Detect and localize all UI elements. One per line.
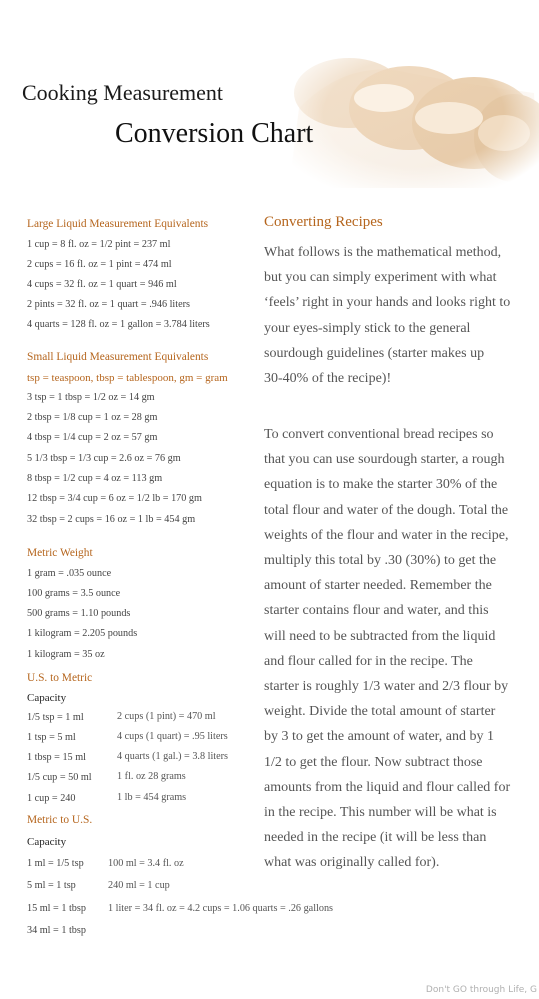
large-liquid-line: 4 quarts = 128 fl. oz = 1 gallon = 3.784 liters bbox=[27, 319, 210, 330]
metric-to-us-capacity-label: Capacity bbox=[27, 836, 67, 848]
metric-weight-line: 500 grams = 1.10 pounds bbox=[27, 608, 131, 619]
title-line-1: Cooking Measurement bbox=[22, 80, 224, 105]
metric-to-us-row-right: 1 liter = 34 fl. oz = 4.2 cups = 1.06 quarts = .26 gallons bbox=[108, 903, 334, 914]
small-liquid-abbreviations: tsp = teaspoon, tbsp = tablespoon, gm = gram bbox=[27, 372, 228, 384]
us-to-metric-row: 1/5 tsp = 1 ml bbox=[27, 712, 84, 723]
us-to-metric-row: 1 tbsp = 15 ml bbox=[27, 752, 86, 763]
title-line-2: Conversion Chart bbox=[115, 118, 314, 149]
us-to-metric-row-right: 1 fl. oz 28 grams bbox=[117, 771, 186, 782]
paragraph-line: in the recipe. This number will be what is bbox=[264, 805, 497, 821]
paragraph-line: starter is roughly 1/3 water and 2/3 flour by bbox=[264, 679, 509, 695]
us-to-metric-row-right: 2 cups (1 pint) = 470 ml bbox=[117, 711, 216, 722]
large-liquid-line: 2 pints = 32 fl. oz = 1 quart = .946 liters bbox=[27, 299, 190, 310]
paragraph-line: and flour called for in the recipe. The bbox=[264, 653, 473, 669]
metric-weight-line: 1 kilogram = 35 oz bbox=[27, 649, 105, 660]
converting-paragraph-1 bbox=[264, 240, 532, 391]
metric-to-us-row: 15 ml = 1 tbsp bbox=[27, 903, 86, 914]
paragraph-line: your eyes-simply stick to the general bbox=[264, 320, 471, 336]
metric-to-us-row-right: 100 ml = 3.4 fl. oz bbox=[108, 858, 184, 869]
large-liquid-line: 2 cups = 16 fl. oz = 1 pint = 474 ml bbox=[27, 259, 172, 270]
paragraph-line: weight. Divide the total amount of starter bbox=[264, 704, 496, 720]
small-liquid-line: 8 tbsp = 1/2 cup = 4 oz = 113 gm bbox=[27, 473, 163, 484]
paragraph-line: 30-40% of the recipe)! bbox=[264, 371, 392, 387]
paragraph-line: amount of starter needed. Remember the bbox=[264, 578, 492, 594]
us-to-metric-row-right: 4 quarts (1 gal.) = 3.8 liters bbox=[117, 751, 228, 762]
small-liquid-line: 5 1/3 tbsp = 1/3 cup = 2.6 oz = 76 gm bbox=[27, 453, 181, 464]
metric-to-us-row: 34 ml = 1 tbsp bbox=[27, 925, 86, 936]
paragraph-line: that you can use sourdough starter, a rough bbox=[264, 452, 505, 468]
large-liquid-line: 1 cup = 8 fl. oz = 1/2 pint = 237 ml bbox=[27, 239, 171, 250]
paragraph-line: what was originally called for). bbox=[264, 855, 440, 871]
paragraph-line: amounts from the liquid and flour called for bbox=[264, 779, 511, 795]
metric-to-us-row: 1 ml = 1/5 tsp bbox=[27, 858, 84, 869]
paragraph-line: but you can simply experiment with what bbox=[264, 270, 497, 286]
us-to-metric-heading: U.S. to Metric bbox=[27, 672, 93, 684]
metric-weight-line: 1 kilogram = 2.205 pounds bbox=[27, 628, 138, 639]
bread-slices-image bbox=[289, 38, 539, 188]
metric-to-us-heading: Metric to U.S. bbox=[27, 814, 93, 826]
metric-weight-line: 1 gram = .035 ounce bbox=[27, 568, 112, 579]
footer-tagline: Don't GO through Life, G bbox=[425, 985, 537, 995]
paragraph-line: weights of the flour and water in the recipe, bbox=[264, 527, 509, 543]
small-liquid-heading: Small Liquid Measurement Equivalents bbox=[27, 351, 209, 363]
paragraph-line: total flour and water of the dough. Total the bbox=[264, 502, 509, 518]
paragraph-line: What follows is the mathematical method, bbox=[264, 245, 502, 260]
small-liquid-line: 32 tbsp = 2 cups = 16 oz = 1 lb = 454 gm bbox=[27, 514, 196, 525]
metric-to-us-row: 5 ml = 1 tsp bbox=[27, 880, 76, 891]
small-liquid-line: 3 tsp = 1 tbsp = 1/2 oz = 14 gm bbox=[27, 392, 155, 403]
paragraph-line: equation is to make the starter 30% of the bbox=[264, 477, 498, 493]
paragraph-line: To convert conventional bread recipes so bbox=[264, 427, 494, 442]
metric-weight-heading: Metric Weight bbox=[27, 547, 93, 559]
small-liquid-line: 4 tbsp = 1/4 cup = 2 oz = 57 gm bbox=[27, 432, 158, 443]
converting-recipes-heading: Converting Recipes bbox=[264, 214, 383, 230]
us-to-metric-row-right: 4 cups (1 quart) = .95 liters bbox=[117, 731, 228, 742]
us-to-metric-row: 1/5 cup = 50 ml bbox=[27, 772, 92, 783]
converting-paragraph-2 bbox=[264, 422, 532, 876]
us-to-metric-row: 1 tsp = 5 ml bbox=[27, 732, 76, 743]
paragraph-line: sourdough guidelines (starter makes up bbox=[264, 345, 485, 361]
metric-weight-line: 100 grams = 3.5 ounce bbox=[27, 588, 121, 599]
small-liquid-line: 12 tbsp = 3/4 cup = 6 oz = 1/2 lb = 170 gm bbox=[27, 493, 202, 504]
large-liquid-line: 4 cups = 32 fl. oz = 1 quart = 946 ml bbox=[27, 279, 177, 290]
us-to-metric-capacity-label: Capacity bbox=[27, 692, 67, 704]
metric-to-us-row-right: 240 ml = 1 cup bbox=[108, 880, 170, 891]
paragraph-line: multiply this total by .30 (30%) to get the bbox=[264, 553, 497, 569]
us-to-metric-row: 1 cup = 240 bbox=[27, 793, 76, 804]
paragraph-line: needed in the recipe (it will be less than bbox=[264, 830, 487, 846]
paragraph-line: by 3 to get the amount of water, and by 1 bbox=[264, 729, 494, 745]
large-liquid-heading: Large Liquid Measurement Equivalents bbox=[27, 218, 209, 230]
paragraph-line: will need to be subtracted from the liquid bbox=[264, 628, 496, 644]
paragraph-line: ‘feels’ right in your hands and looks right to bbox=[264, 295, 511, 311]
paragraph-line: starter contains flour and water, and this bbox=[264, 603, 489, 619]
small-liquid-line: 2 tbsp = 1/8 cup = 1 oz = 28 gm bbox=[27, 412, 158, 423]
paragraph-line: 1/2 to get the flour. Now subtract those bbox=[264, 754, 483, 770]
us-to-metric-row-right: 1 lb = 454 grams bbox=[117, 792, 187, 803]
